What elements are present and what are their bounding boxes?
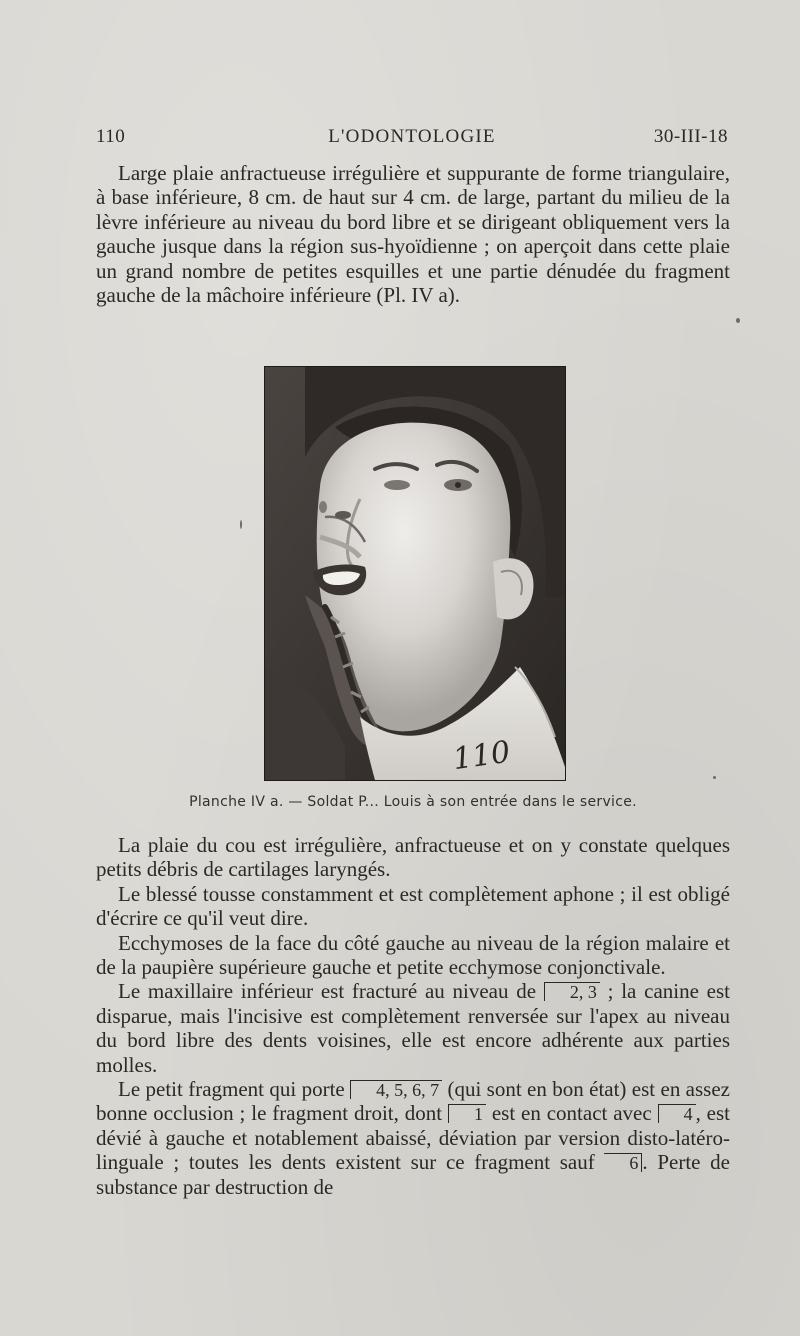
tooth-formula-4: 4 [658, 1104, 696, 1123]
paper-speck [736, 318, 740, 323]
handwritten-plate-number: 110 [450, 734, 513, 778]
patient-photo-image [265, 367, 565, 780]
fragment-text-a: Le petit fragment qui porte [118, 1077, 345, 1102]
tooth-formula-1: 1 [448, 1104, 486, 1123]
paragraph-fragment [96, 1077, 730, 1199]
issue-date: 30-III-18 [653, 126, 728, 147]
paper-speck [713, 776, 716, 779]
paragraph-ecchymoses: Ecchymoses de la face du côté gauche au niveau de la région malaire et de la paupière supérieure gauche et petite ecchymose conjonctivale. [96, 930, 730, 980]
tooth-formula-4-7: 4, 5, 6, 7 [350, 1080, 442, 1099]
fragment-text-d: , est dévié à gauche et notablement abaissé, déviation par version disto-latéro-linguale ; toutes les dents existent sur ce fragment sauf [96, 1101, 731, 1175]
photograph-plate [264, 366, 566, 781]
running-head [96, 126, 728, 154]
paragraph-intro: Large plaie anfractueuse irrégulière et suppurante de forme triangulaire, à base inférieure, 8 cm. de haut sur 4 cm. de large, partant du milieu de la lèvre inférieure au niveau du bord libre et se dirigeant obliquement vers la gauche jusque dans la région sus-hyoïdienne ; on aperçoit dans cette plaie un grand nombre de petites esquilles et une partie dénudée du fragment gauche de la mâchoire inférieure (Pl. IV a). [96, 161, 730, 308]
fragment-text-c: est en contact avec [491, 1101, 652, 1126]
figure-caption: Planche IV a. — Soldat P... Louis à son entrée dans le service. [189, 794, 637, 810]
journal-title: L'ODONTOLOGIE [328, 126, 496, 147]
fragment-text-b: (qui sont en bon état) est en assez bonne occlusion ; le fragment droit, dont [96, 1077, 730, 1126]
paragraph-cou: La plaie du cou est irrégulière, anfractueuse et on y constate quelques petits débris de cartilages laryngés. [96, 833, 730, 882]
tooth-formula-6: 6 [604, 1153, 642, 1172]
intro-text-block [96, 161, 730, 307]
paper-speck [240, 520, 242, 529]
body-text-block [96, 833, 730, 1199]
tooth-formula-2-3: 2, 3 [544, 982, 600, 1001]
paragraph-blesse: Le blessé tousse constamment et est complètement aphone ; il est obligé d'écrire ce qu'il veut dire. [96, 881, 730, 931]
paragraph-maxillaire [96, 979, 730, 1077]
page-number: 110 [96, 126, 126, 147]
fragment-text-e: . Perte de substance par destruction de [96, 1150, 730, 1199]
maxillaire-text-b: ; la canine est disparue, mais l'incisive est complètement renversée sur l'apex au niveau du bord libre des dents voisines, elle est encore adhérente aux parties molles. [96, 979, 731, 1077]
maxillaire-text-a: Le maxillaire inférieur est fracturé au niveau de [118, 979, 537, 1004]
